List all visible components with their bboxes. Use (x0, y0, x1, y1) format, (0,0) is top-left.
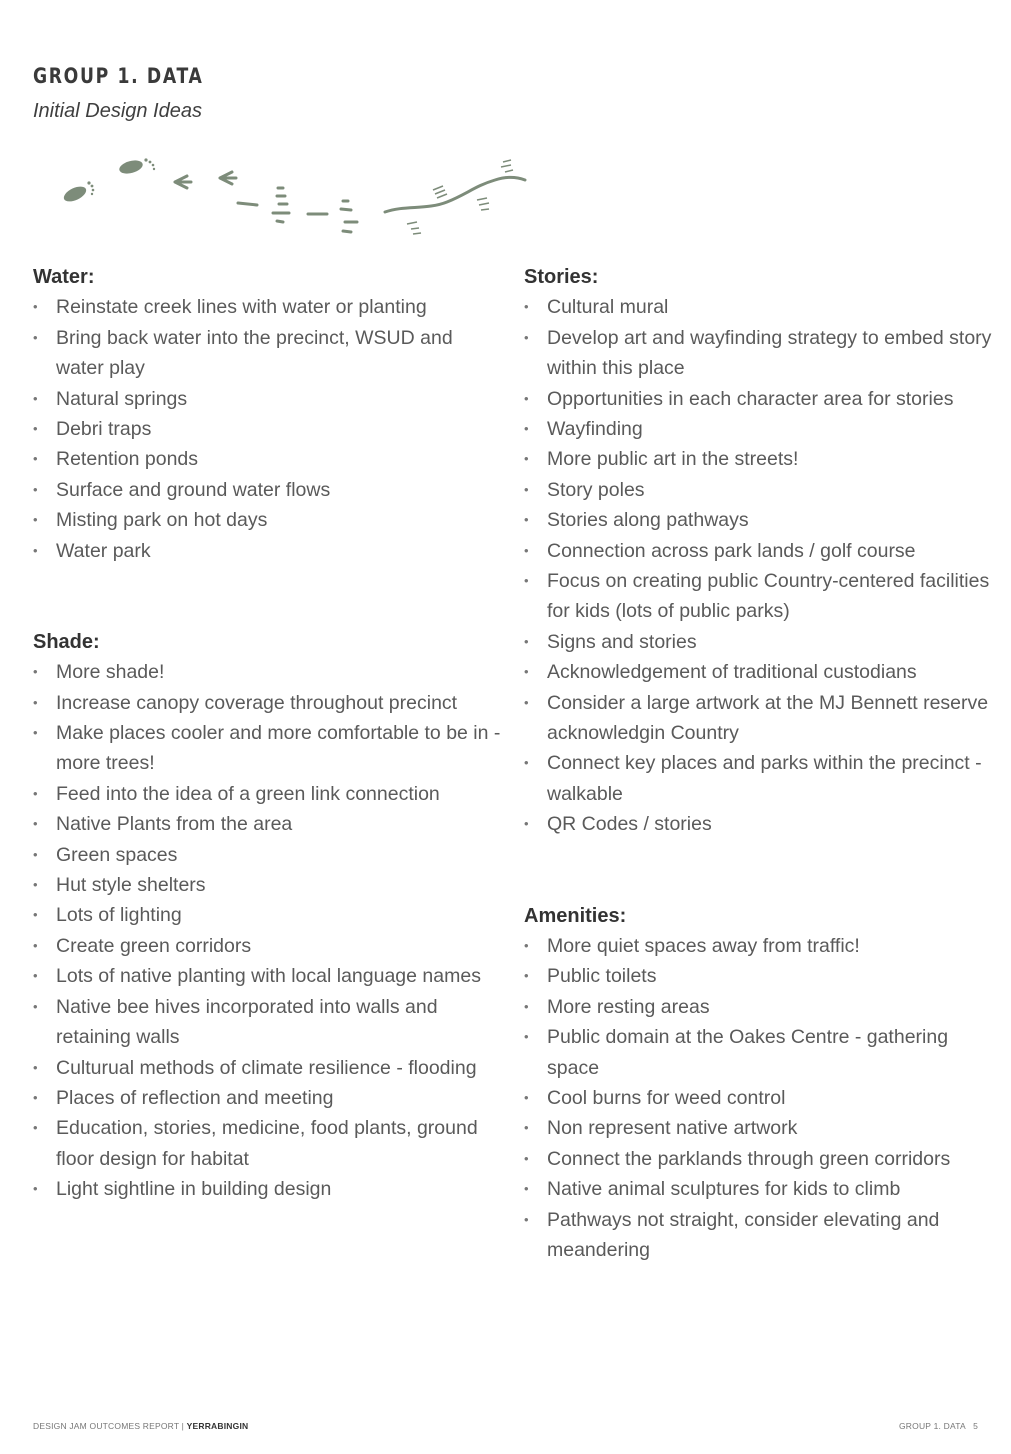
left-column (33, 262, 503, 1205)
footer-report-label: DESIGN JAM OUTCOMES REPORT | (33, 1421, 185, 1431)
list-item: • Misting park on hot days (33, 505, 503, 535)
list-item: • Connection across park lands / golf course (524, 536, 994, 566)
list-item: • Consider a large artwork at the MJ Bennett reserve acknowledgin Country (524, 688, 994, 749)
list-item: • Native bee hives incorporated into walls and retaining walls (33, 992, 503, 1053)
right-column (524, 262, 994, 1265)
list-item: • Hut style shelters (33, 870, 503, 900)
page-title: GROUP 1. DATA (33, 64, 204, 88)
list-item: • Stories along pathways (524, 505, 994, 535)
water-list (33, 292, 503, 566)
list-item: • QR Codes / stories (524, 809, 994, 839)
dash-track-icon (238, 188, 357, 232)
list-item: • Opportunities in each character area for stories (524, 384, 994, 414)
footprint-icon (62, 181, 95, 204)
list-item: • Cool burns for weed control (524, 1083, 994, 1113)
list-item: • Native Plants from the area (33, 809, 503, 839)
list-item: • Water park (33, 536, 503, 566)
amenities-list (524, 931, 994, 1265)
list-item: • Public toilets (524, 961, 994, 991)
list-item: • Places of reflection and meeting (33, 1083, 503, 1113)
list-item: • Green spaces (33, 840, 503, 870)
footer-page-info (899, 1421, 978, 1431)
shade-section (33, 627, 503, 1205)
animal-tracks-illustration (55, 150, 535, 242)
list-item: • Surface and ground water flows (33, 475, 503, 505)
list-item: • Story poles (524, 475, 994, 505)
water-section (33, 262, 503, 566)
list-item: • Wayfinding (524, 414, 994, 444)
list-item: • Connect key places and parks within the precinct - walkable (524, 748, 994, 809)
list-item: • Lots of native planting with local language names (33, 961, 503, 991)
list-item: • Light sightline in building design (33, 1174, 503, 1204)
list-item: • Public domain at the Oakes Centre - gathering space (524, 1022, 994, 1083)
list-item: • Feed into the idea of a green link connection (33, 779, 503, 809)
footer-section-label: GROUP 1. DATA (899, 1421, 966, 1431)
stories-list (524, 292, 994, 839)
list-item: • Signs and stories (524, 627, 994, 657)
list-item: • More shade! (33, 657, 503, 687)
list-item: • More resting areas (524, 992, 994, 1022)
section-title-shade: Shade: (33, 630, 100, 653)
section-title-amenities: Amenities: (524, 904, 627, 927)
list-item: • Acknowledgement of traditional custodians (524, 657, 994, 687)
list-item: • Education, stories, medicine, food plants, ground floor design for habitat (33, 1113, 503, 1174)
footer-brand: YERRABINGIN (186, 1421, 249, 1431)
list-item: • Cultural mural (524, 292, 994, 322)
section-title-water: Water: (33, 266, 95, 288)
list-item: • Bring back water into the precinct, WSUD and water play (33, 323, 503, 384)
list-item: • Culturual methods of climate resilience - flooding (33, 1053, 503, 1083)
list-item: • Natural springs (33, 384, 503, 414)
list-item: • Native animal sculptures for kids to climb (524, 1174, 994, 1204)
list-item: • More quiet spaces away from traffic! (524, 931, 994, 961)
list-item: • Increase canopy coverage throughout precinct (33, 688, 503, 718)
list-item: • More public art in the streets! (524, 444, 994, 474)
list-item: • Pathways not straight, consider elevating and meandering (524, 1205, 994, 1266)
stories-section (524, 262, 994, 840)
footer-report-title (33, 1421, 248, 1431)
list-item: • Reinstate creek lines with water or planting (33, 292, 503, 322)
shade-list (33, 657, 503, 1204)
section-title-stories: Stories: (524, 266, 599, 288)
bird-track-icon (175, 176, 191, 188)
page-subtitle: Initial Design Ideas (33, 100, 202, 122)
list-item: • Create green corridors (33, 931, 503, 961)
page-number: 5 (973, 1421, 978, 1431)
list-item: • Lots of lighting (33, 900, 503, 930)
list-item: • Retention ponds (33, 444, 503, 474)
list-item: • Non represent native artwork (524, 1113, 994, 1143)
amenities-section (524, 901, 994, 1266)
snake-track-icon (385, 177, 525, 212)
footprint-icon (118, 158, 155, 176)
list-item: • Make places cooler and more comfortable to be in - more trees! (33, 718, 503, 779)
list-item: • Debri traps (33, 414, 503, 444)
list-item: • Connect the parklands through green corridors (524, 1144, 994, 1174)
bird-track-icon (220, 172, 236, 184)
list-item: • Focus on creating public Country-centered facilities for kids (lots of public parks) (524, 566, 994, 627)
list-item: • Develop art and wayfinding strategy to embed story within this place (524, 323, 994, 384)
